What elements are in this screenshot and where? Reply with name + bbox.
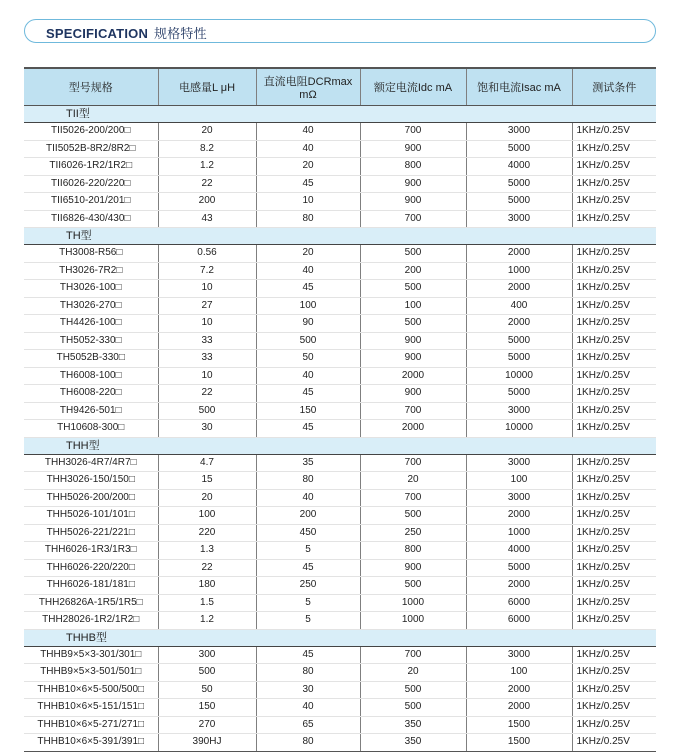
table-row bbox=[24, 158, 656, 176]
cell-idc: 1000 bbox=[360, 594, 466, 612]
cell-idc: 20 bbox=[360, 664, 466, 682]
cell-model: THHB10×6×5-151/151□ bbox=[24, 699, 158, 717]
table-row bbox=[24, 315, 656, 333]
cell-inductance: 43 bbox=[158, 210, 256, 228]
table-row bbox=[24, 140, 656, 158]
cell-model: TH10608-300□ bbox=[24, 420, 158, 438]
cell-dcr: 45 bbox=[256, 385, 360, 403]
cell-isac: 1000 bbox=[466, 262, 572, 280]
table-row bbox=[24, 245, 656, 263]
cell-dcr: 50 bbox=[256, 350, 360, 368]
cell-dcr: 65 bbox=[256, 716, 360, 734]
cell-isac: 10000 bbox=[466, 367, 572, 385]
spec-table bbox=[24, 67, 656, 752]
cell-inductance: 27 bbox=[158, 297, 256, 315]
cell-inductance: 22 bbox=[158, 385, 256, 403]
cell-idc: 700 bbox=[360, 123, 466, 141]
cell-dcr: 80 bbox=[256, 734, 360, 752]
cell-inductance: 50 bbox=[158, 681, 256, 699]
table-row bbox=[24, 280, 656, 298]
cell-dcr: 40 bbox=[256, 262, 360, 280]
cell-inductance: 20 bbox=[158, 489, 256, 507]
cell-isac: 3000 bbox=[466, 489, 572, 507]
cell-idc: 900 bbox=[360, 175, 466, 193]
cell-model: TH9426-501□ bbox=[24, 402, 158, 420]
cell-idc: 700 bbox=[360, 646, 466, 664]
cell-test-condition: 1KHz/0.25V bbox=[572, 542, 656, 560]
col-header-idc: 额定电流Idc mA bbox=[360, 68, 466, 106]
cell-model: THHB9×5×3-301/301□ bbox=[24, 646, 158, 664]
cell-test-condition: 1KHz/0.25V bbox=[572, 297, 656, 315]
cell-idc: 900 bbox=[360, 193, 466, 211]
cell-dcr: 45 bbox=[256, 280, 360, 298]
cell-dcr: 80 bbox=[256, 472, 360, 490]
cell-test-condition: 1KHz/0.25V bbox=[572, 489, 656, 507]
cell-isac: 2000 bbox=[466, 315, 572, 333]
cell-test-condition: 1KHz/0.25V bbox=[572, 123, 656, 141]
cell-isac: 3000 bbox=[466, 646, 572, 664]
cell-isac: 5000 bbox=[466, 193, 572, 211]
cell-model: TH5052-330□ bbox=[24, 332, 158, 350]
cell-inductance: 22 bbox=[158, 175, 256, 193]
cell-idc: 20 bbox=[360, 472, 466, 490]
cell-idc: 500 bbox=[360, 280, 466, 298]
cell-inductance: 300 bbox=[158, 646, 256, 664]
cell-test-condition: 1KHz/0.25V bbox=[572, 367, 656, 385]
cell-isac: 2000 bbox=[466, 507, 572, 525]
cell-model: TII6510-201/201□ bbox=[24, 193, 158, 211]
cell-model: TII6826-430/430□ bbox=[24, 210, 158, 228]
cell-isac: 100 bbox=[466, 664, 572, 682]
cell-dcr: 40 bbox=[256, 140, 360, 158]
cell-idc: 900 bbox=[360, 559, 466, 577]
cell-inductance: 500 bbox=[158, 664, 256, 682]
cell-idc: 500 bbox=[360, 315, 466, 333]
cell-model: THH6026-1R3/1R3□ bbox=[24, 542, 158, 560]
table-row bbox=[24, 175, 656, 193]
table-row bbox=[24, 210, 656, 228]
cell-idc: 100 bbox=[360, 297, 466, 315]
cell-dcr: 250 bbox=[256, 577, 360, 595]
cell-isac: 6000 bbox=[466, 612, 572, 630]
table-row bbox=[24, 332, 656, 350]
cell-dcr: 500 bbox=[256, 332, 360, 350]
cell-inductance: 220 bbox=[158, 524, 256, 542]
cell-idc: 500 bbox=[360, 699, 466, 717]
cell-model: TH3026-270□ bbox=[24, 297, 158, 315]
cell-test-condition: 1KHz/0.25V bbox=[572, 210, 656, 228]
cell-idc: 2000 bbox=[360, 420, 466, 438]
cell-inductance: 100 bbox=[158, 507, 256, 525]
cell-test-condition: 1KHz/0.25V bbox=[572, 332, 656, 350]
cell-idc: 900 bbox=[360, 140, 466, 158]
cell-idc: 800 bbox=[360, 542, 466, 560]
cell-isac: 2000 bbox=[466, 280, 572, 298]
cell-inductance: 8.2 bbox=[158, 140, 256, 158]
cell-test-condition: 1KHz/0.25V bbox=[572, 646, 656, 664]
cell-idc: 500 bbox=[360, 577, 466, 595]
col-header-inductance: 电感量L μH bbox=[158, 68, 256, 106]
cell-model: THHB10×6×5-271/271□ bbox=[24, 716, 158, 734]
cell-test-condition: 1KHz/0.25V bbox=[572, 245, 656, 263]
cell-inductance: 180 bbox=[158, 577, 256, 595]
cell-idc: 900 bbox=[360, 350, 466, 368]
cell-dcr: 20 bbox=[256, 158, 360, 176]
cell-dcr: 45 bbox=[256, 559, 360, 577]
cell-inductance: 7.2 bbox=[158, 262, 256, 280]
cell-isac: 2000 bbox=[466, 681, 572, 699]
cell-idc: 700 bbox=[360, 210, 466, 228]
cell-isac: 2000 bbox=[466, 699, 572, 717]
cell-dcr: 30 bbox=[256, 681, 360, 699]
cell-test-condition: 1KHz/0.25V bbox=[572, 594, 656, 612]
cell-inductance: 0.56 bbox=[158, 245, 256, 263]
cell-inductance: 20 bbox=[158, 123, 256, 141]
cell-test-condition: 1KHz/0.25V bbox=[572, 734, 656, 752]
cell-dcr: 90 bbox=[256, 315, 360, 333]
table-row bbox=[24, 734, 656, 752]
cell-isac: 1000 bbox=[466, 524, 572, 542]
cell-isac: 5000 bbox=[466, 350, 572, 368]
cell-isac: 1500 bbox=[466, 734, 572, 752]
cell-model: THH6026-220/220□ bbox=[24, 559, 158, 577]
cell-dcr: 80 bbox=[256, 664, 360, 682]
cell-inductance: 33 bbox=[158, 332, 256, 350]
cell-dcr: 450 bbox=[256, 524, 360, 542]
table-row bbox=[24, 262, 656, 280]
group-header-row bbox=[24, 629, 656, 646]
cell-test-condition: 1KHz/0.25V bbox=[572, 350, 656, 368]
cell-test-condition: 1KHz/0.25V bbox=[572, 612, 656, 630]
cell-isac: 3000 bbox=[466, 402, 572, 420]
spec-header-bar bbox=[24, 19, 656, 43]
table-row bbox=[24, 420, 656, 438]
cell-inductance: 10 bbox=[158, 367, 256, 385]
cell-model: THHB10×6×5-500/500□ bbox=[24, 681, 158, 699]
table-row bbox=[24, 681, 656, 699]
cell-dcr: 20 bbox=[256, 245, 360, 263]
table-row bbox=[24, 489, 656, 507]
cell-isac: 3000 bbox=[466, 123, 572, 141]
cell-test-condition: 1KHz/0.25V bbox=[572, 664, 656, 682]
cell-test-condition: 1KHz/0.25V bbox=[572, 507, 656, 525]
group-label: THH型 bbox=[24, 437, 656, 454]
cell-idc: 350 bbox=[360, 734, 466, 752]
section-title bbox=[46, 23, 207, 42]
cell-dcr: 40 bbox=[256, 489, 360, 507]
cell-inductance: 10 bbox=[158, 315, 256, 333]
cell-test-condition: 1KHz/0.25V bbox=[572, 175, 656, 193]
cell-dcr: 200 bbox=[256, 507, 360, 525]
table-row bbox=[24, 123, 656, 141]
cell-model: THH26826A-1R5/1R5□ bbox=[24, 594, 158, 612]
table-body bbox=[24, 106, 656, 752]
table-row bbox=[24, 646, 656, 664]
cell-test-condition: 1KHz/0.25V bbox=[572, 559, 656, 577]
table-row bbox=[24, 524, 656, 542]
cell-isac: 4000 bbox=[466, 542, 572, 560]
cell-model: TII6026-1R2/1R2□ bbox=[24, 158, 158, 176]
cell-inductance: 10 bbox=[158, 280, 256, 298]
cell-dcr: 150 bbox=[256, 402, 360, 420]
cell-model: THH28026-1R2/1R2□ bbox=[24, 612, 158, 630]
title-cn: 规格特性 bbox=[154, 26, 207, 41]
cell-inductance: 15 bbox=[158, 472, 256, 490]
table-row bbox=[24, 699, 656, 717]
group-label: THHB型 bbox=[24, 629, 656, 646]
cell-idc: 2000 bbox=[360, 367, 466, 385]
cell-model: THH3026-4R7/4R7□ bbox=[24, 454, 158, 472]
cell-dcr: 100 bbox=[256, 297, 360, 315]
group-label: TII型 bbox=[24, 106, 656, 123]
cell-inductance: 390HJ bbox=[158, 734, 256, 752]
cell-isac: 5000 bbox=[466, 559, 572, 577]
cell-model: THH5026-101/101□ bbox=[24, 507, 158, 525]
table-row bbox=[24, 402, 656, 420]
cell-model: THH3026-150/150□ bbox=[24, 472, 158, 490]
cell-dcr: 80 bbox=[256, 210, 360, 228]
cell-idc: 700 bbox=[360, 402, 466, 420]
cell-test-condition: 1KHz/0.25V bbox=[572, 420, 656, 438]
group-header-row bbox=[24, 228, 656, 245]
cell-isac: 5000 bbox=[466, 385, 572, 403]
cell-dcr: 45 bbox=[256, 420, 360, 438]
cell-isac: 5000 bbox=[466, 140, 572, 158]
cell-dcr: 40 bbox=[256, 367, 360, 385]
cell-dcr: 5 bbox=[256, 542, 360, 560]
cell-model: TH3026-100□ bbox=[24, 280, 158, 298]
cell-isac: 400 bbox=[466, 297, 572, 315]
group-header-row bbox=[24, 437, 656, 454]
cell-inductance: 22 bbox=[158, 559, 256, 577]
cell-isac: 6000 bbox=[466, 594, 572, 612]
cell-inductance: 30 bbox=[158, 420, 256, 438]
table-row bbox=[24, 542, 656, 560]
table-row bbox=[24, 454, 656, 472]
cell-model: THH5026-200/200□ bbox=[24, 489, 158, 507]
cell-idc: 700 bbox=[360, 454, 466, 472]
table-row bbox=[24, 193, 656, 211]
cell-idc: 350 bbox=[360, 716, 466, 734]
cell-test-condition: 1KHz/0.25V bbox=[572, 524, 656, 542]
cell-isac: 100 bbox=[466, 472, 572, 490]
cell-model: THH6026-181/181□ bbox=[24, 577, 158, 595]
cell-isac: 5000 bbox=[466, 175, 572, 193]
cell-dcr: 45 bbox=[256, 175, 360, 193]
cell-inductance: 1.2 bbox=[158, 612, 256, 630]
cell-test-condition: 1KHz/0.25V bbox=[572, 140, 656, 158]
cell-model: TH5052B-330□ bbox=[24, 350, 158, 368]
cell-idc: 200 bbox=[360, 262, 466, 280]
cell-test-condition: 1KHz/0.25V bbox=[572, 681, 656, 699]
cell-inductance: 4.7 bbox=[158, 454, 256, 472]
cell-idc: 500 bbox=[360, 681, 466, 699]
cell-dcr: 45 bbox=[256, 646, 360, 664]
cell-idc: 700 bbox=[360, 489, 466, 507]
cell-test-condition: 1KHz/0.25V bbox=[572, 472, 656, 490]
cell-idc: 800 bbox=[360, 158, 466, 176]
cell-test-condition: 1KHz/0.25V bbox=[572, 454, 656, 472]
cell-idc: 900 bbox=[360, 385, 466, 403]
cell-inductance: 33 bbox=[158, 350, 256, 368]
cell-isac: 10000 bbox=[466, 420, 572, 438]
cell-test-condition: 1KHz/0.25V bbox=[572, 280, 656, 298]
cell-inductance: 150 bbox=[158, 699, 256, 717]
cell-test-condition: 1KHz/0.25V bbox=[572, 577, 656, 595]
cell-isac: 3000 bbox=[466, 454, 572, 472]
table-row bbox=[24, 507, 656, 525]
cell-idc: 500 bbox=[360, 245, 466, 263]
col-header-isac: 饱和电流Isac mA bbox=[466, 68, 572, 106]
cell-test-condition: 1KHz/0.25V bbox=[572, 193, 656, 211]
cell-model: TH3026-7R2□ bbox=[24, 262, 158, 280]
cell-dcr: 5 bbox=[256, 612, 360, 630]
cell-isac: 4000 bbox=[466, 158, 572, 176]
cell-inductance: 1.5 bbox=[158, 594, 256, 612]
cell-test-condition: 1KHz/0.25V bbox=[572, 262, 656, 280]
cell-inductance: 200 bbox=[158, 193, 256, 211]
cell-dcr: 40 bbox=[256, 699, 360, 717]
cell-idc: 500 bbox=[360, 507, 466, 525]
cell-inductance: 1.3 bbox=[158, 542, 256, 560]
cell-isac: 5000 bbox=[466, 332, 572, 350]
cell-isac: 1500 bbox=[466, 716, 572, 734]
cell-test-condition: 1KHz/0.25V bbox=[572, 402, 656, 420]
table-row bbox=[24, 367, 656, 385]
table-row bbox=[24, 350, 656, 368]
table-row bbox=[24, 664, 656, 682]
table-header bbox=[24, 68, 656, 106]
cell-test-condition: 1KHz/0.25V bbox=[572, 315, 656, 333]
cell-test-condition: 1KHz/0.25V bbox=[572, 699, 656, 717]
cell-idc: 250 bbox=[360, 524, 466, 542]
cell-dcr: 40 bbox=[256, 123, 360, 141]
table-row bbox=[24, 472, 656, 490]
cell-inductance: 270 bbox=[158, 716, 256, 734]
cell-test-condition: 1KHz/0.25V bbox=[572, 385, 656, 403]
table-row bbox=[24, 385, 656, 403]
cell-model: TII5026-200/200□ bbox=[24, 123, 158, 141]
cell-inductance: 500 bbox=[158, 402, 256, 420]
cell-idc: 900 bbox=[360, 332, 466, 350]
group-label: TH型 bbox=[24, 228, 656, 245]
col-header-dcr: 直流电阻DCRmax mΩ bbox=[256, 68, 360, 106]
cell-model: THHB9×5×3-501/501□ bbox=[24, 664, 158, 682]
cell-test-condition: 1KHz/0.25V bbox=[572, 158, 656, 176]
cell-model: TH4426-100□ bbox=[24, 315, 158, 333]
cell-isac: 3000 bbox=[466, 210, 572, 228]
cell-isac: 2000 bbox=[466, 577, 572, 595]
cell-idc: 1000 bbox=[360, 612, 466, 630]
cell-model: TH6008-100□ bbox=[24, 367, 158, 385]
table-row bbox=[24, 612, 656, 630]
cell-model: TH3008-R56□ bbox=[24, 245, 158, 263]
cell-dcr: 5 bbox=[256, 594, 360, 612]
table-row bbox=[24, 716, 656, 734]
table-row bbox=[24, 594, 656, 612]
cell-model: THHB10×6×5-391/391□ bbox=[24, 734, 158, 752]
cell-model: TII5052B-8R2/8R2□ bbox=[24, 140, 158, 158]
table-row bbox=[24, 559, 656, 577]
col-header-test-condition: 测试条件 bbox=[572, 68, 656, 106]
cell-inductance: 1.2 bbox=[158, 158, 256, 176]
title-en: SPECIFICATION bbox=[46, 26, 149, 41]
cell-model: TH6008-220□ bbox=[24, 385, 158, 403]
table-row bbox=[24, 297, 656, 315]
cell-model: THH5026-221/221□ bbox=[24, 524, 158, 542]
cell-isac: 2000 bbox=[466, 245, 572, 263]
cell-model: TII6026-220/220□ bbox=[24, 175, 158, 193]
cell-dcr: 35 bbox=[256, 454, 360, 472]
table-row bbox=[24, 577, 656, 595]
cell-test-condition: 1KHz/0.25V bbox=[572, 716, 656, 734]
col-header-model: 型号规格 bbox=[24, 68, 158, 106]
group-header-row bbox=[24, 106, 656, 123]
cell-dcr: 10 bbox=[256, 193, 360, 211]
